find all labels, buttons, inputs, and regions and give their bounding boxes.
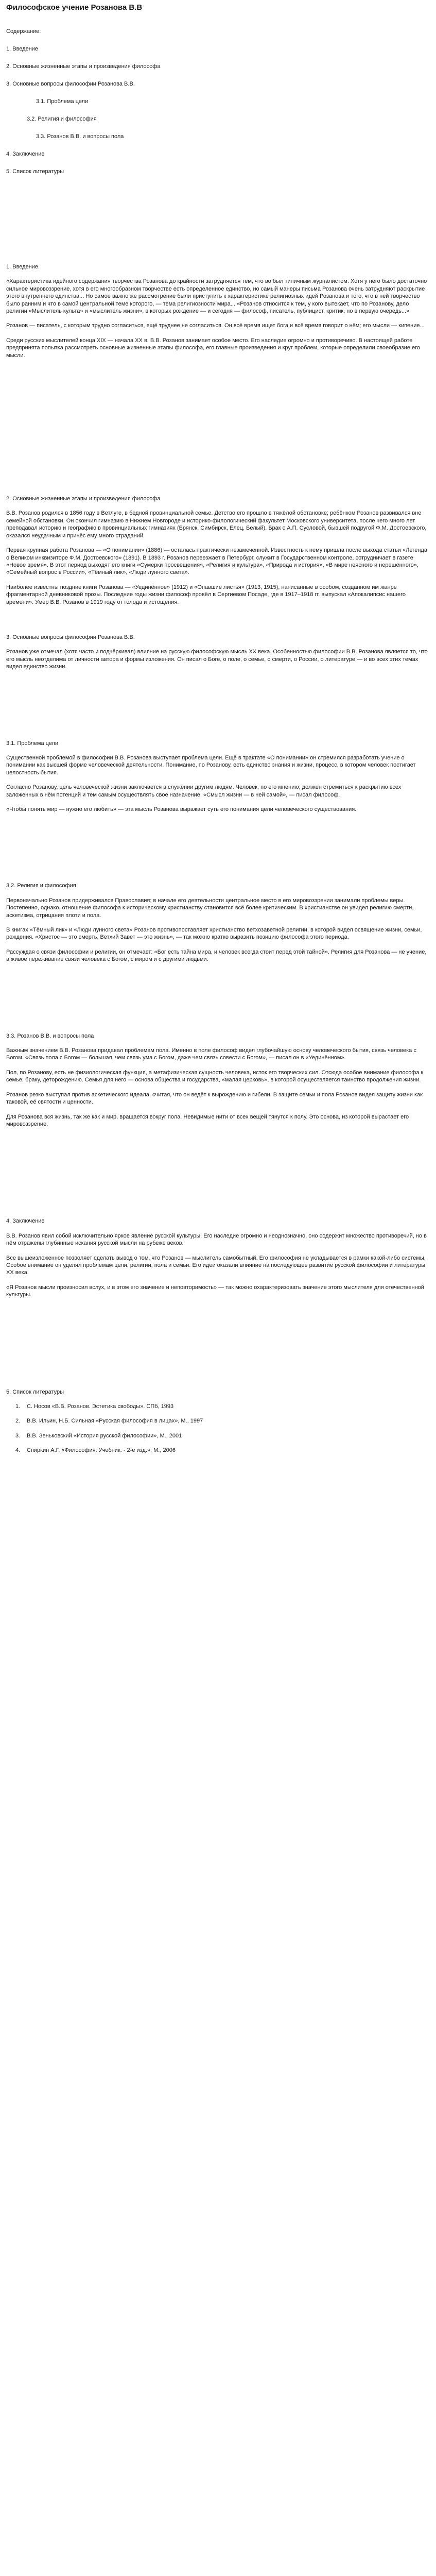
paragraph: В книгах «Тёмный лик» и «Люди лунного света» Розанов противопоставляет христианство ветхозаветной религии, в которой видел освящение жизни, семьи, рождения. «Христос — это смерть, Ветхий Завет — это жизнь», — так можно кратко выразить позицию философа этого периода. — [6, 927, 422, 941]
paragraph: Существенной проблемой в философии В.В. Розанова выступает проблема цели. Ещё в трактате «О понимании» он стремился разработать учение о понимании как высшей форме человеческой деятельности. Понимание, по Розанову, есть единство знания и жизни, процесс, в котором человек постигает целостность бытия. — [6, 754, 416, 776]
paragraph: В.В. Розанов явил собой исключительно яркое явление русской культуры. Его наследие огромно и неоднозначно, оно содержит множество противоречий, но в нём отражены глубинные искания русской мысли на рубеже веков. — [6, 1232, 427, 1247]
toc-heading: Содержание: — [6, 28, 41, 35]
paragraph: Рассуждая о связи философии и религии, он отмечает: «Бог есть тайна мира, и человек всегда стоит перед этой тайной». Религия для Розанова — не учение, а живое переживание связи человека с Богом, с миром и с другими людьми. — [6, 948, 427, 963]
toc-item: 3.1. Проблема цели — [36, 98, 89, 105]
paragraph: Среди русских мыслителей конца XIX — начала XX в. В.В. Розанов занимает особое место. Его наследие огромно и противоречиво. В настоящей работе предпринята попытка рассмотреть основные жизненные этапы философа, его главные произведения и круг проблем, которые определили своеобразие его мысли. — [6, 337, 421, 359]
section-heading: 3.3. Розанов В.В. и вопросы пола — [6, 1032, 94, 1039]
sex-section — [6, 1032, 431, 1128]
source-item — [15, 1403, 431, 1410]
intro-section — [6, 263, 431, 359]
source-number: 3. — [15, 1432, 21, 1439]
paragraph: «Я Розанов мысли произносил вслух, и в этом его значение и неповторимость» — так можно охарактеризовать значение этого мыслителя для отечественной культуры. — [6, 1284, 424, 1298]
paragraph: Важным значением В.В. Розанова придавал проблемам пола. Именно в поле философ видел глубочайшую основу человеческого бытия, связь человека с Богом. «Связь пола с Богом — большая, чем связь ума с Богом, даже чем связь совести с Богом», — писал он в «Уединённом». — [6, 1047, 416, 1061]
paragraph: «Характеристика идейного содержания творчества Розанова до крайности затрудняется тем, что во был типичным журналистом. Хотя у него было достаточно сильное мировоззрение, хотя в его многообразном творчестве есть определенное единство, но самый манеры письма Розанова очень затрудняют раскрытие этого внутреннего единства... Но самое важно же рассмотрение были приступить к характеристике религиозных идей Розанова и того, что в ней творчество было ранним и что в самой центральной теме которого, — тема религиозности мира... «Розанов относится к тем, у кого вытекает, что по Розанову, дело религии «Мыслитель культа» и «мыслитель жизни», в которых рождение — и сегодня — философ, писатель, публицист, критик, но в первую очередь...» — [6, 278, 427, 315]
paragraph: Розанов — писатель, с которым трудно согласиться, ещё труднее не согласиться. Он всё время ищет бога и всё время говорит о нём; его мысли — кипение... — [6, 323, 425, 329]
section-heading: 3. Основные вопросы философии Розанова В.В. — [6, 634, 135, 640]
source-item — [15, 1417, 431, 1425]
source-item — [15, 1432, 431, 1439]
main-section — [6, 634, 431, 671]
source-text: С. Носов «В.В. Розанов. Эстетика свободы». СПб, 1993 — [27, 1403, 174, 1410]
paragraph: Первоначально Розанов придерживался Православия; в начале его деятельности центральное место в его мировоззрении занимали проблемы веры. Постепенно, однако, отношение философа к историческому христианству становится всё более критическим. В христианстве он увидел религию смерти, аскетизма, отрицания плоти и пола. — [6, 897, 414, 919]
section-heading: 3.2. Религия и философия — [6, 883, 76, 889]
table-of-contents — [6, 28, 431, 175]
source-text: В.В. Зеньковский «История русской философии», М., 2001 — [27, 1432, 182, 1439]
section-heading: 5. Список литературы — [6, 1388, 64, 1395]
toc-item: 3.2. Религия и философия — [27, 116, 97, 122]
paragraph: Пол, по Розанову, есть не физиологическая функция, а метафизическая сущность человека, исток его творческих сил. Отсюда особое внимание философа к семье, браку, деторождению. Семья для него — основа общества и государства, «малая церковь», в которой осуществляется таинство продолжения жизни. — [6, 1069, 424, 1083]
paragraph: Для Розанова вся жизнь, так же как и мир, вращается вокруг пола. Невидимые нити от всех вещей тянутся к полу. Это основа, из которой вырастает его мировоззрение. — [6, 1113, 409, 1127]
paragraph: Согласно Розанову, цель человеческой жизни заключается в служении другим людям. Человек, по его мнению, должен стремиться к раскрытию всех заложенных в нём потенций и тем самым осуществлять своё назначение. «Смысл жизни — в ней самой», — писал философ. — [6, 784, 402, 798]
toc-item: 5. Список литературы — [6, 168, 64, 175]
toc-item: 2. Основные жизненные этапы и произведения философа — [6, 63, 161, 70]
toc-item: 3. Основные вопросы философии Розанова В.В. — [6, 81, 135, 87]
section-heading: 2. Основные жизненные этапы и произведения философа — [6, 496, 161, 502]
goal-section — [6, 740, 431, 814]
toc-item: 4. Заключение — [6, 151, 45, 157]
paragraph: Все вышеизложенное позволяет сделать вывод о том, что Розанов — мыслитель самобытный. Его философия не укладывается в рамки какой-либо системы. Особое внимание он уделял проблемам цели, религии, пола и семьи. Его идеи оказали влияние на последующее развитие русской философии и литературы XX века. — [6, 1255, 426, 1276]
paragraph: Розанов уже отмечал (хотя часто и подчёркивал) влияние на русскую философскую мысль XX века. Особенностью философии В.В. Розанова является то, что его мысль неотделима от личности автора и формы изложения. Он писал о Боге, о поле, о семье, о смерти, о России, о литературе — и во всех этих темах видел единство жизни. — [6, 649, 428, 670]
source-text: Спиркин А.Г. «Философия: Учебник. - 2-е изд.», М., 2006 — [27, 1447, 176, 1454]
source-number: 1. — [15, 1403, 21, 1410]
paragraph: «Чтобы понять мир — нужно его любить» — эта мысль Розанова выражает суть его понимания цели человеческого существования. — [6, 806, 357, 812]
section-heading: 4. Заключение — [6, 1218, 45, 1225]
section-heading: 1. Введение. — [6, 264, 40, 270]
bio-section — [6, 495, 431, 606]
sources-section — [6, 1388, 431, 1454]
source-number: 4. — [15, 1447, 21, 1454]
source-number: 2. — [15, 1418, 21, 1425]
paragraph: Наиболее известны поздние книги Розанова — «Уединённое» (1912) и «Опавшие листья» (1913, 1915), написанные в особом, созданном им жанре фрагментарной дневниковой прозы. Последние годы жизни философ провёл в Сергиевом Посаде, где в 1917–1918 гг. выпускал «Апокалипсис нашего времени». Умер В.В. Розанов в 1919 году от голода и истощения. — [6, 584, 406, 605]
paragraph: Первая крупная работа Розанова — «О понимании» (1886) — осталась практически незамеченной. Известность к нему пришла после выхода статьи «Легенда о Великом инквизиторе Ф.М. Достоевского» (1891). В 1893 г. Розанов переезжает в Петербург, служит в Государственном контроле, сотрудничает в газете «Новое время». В этот период выходят его книги «Сумерки просвещения», «Религия и культура», «Природа и история», «В мире неясного и нерешённого», «Семейный вопрос в России», «Тёмный лик», «Люди лунного света». — [6, 547, 427, 576]
section-heading: 3.1. Проблема цели — [6, 740, 59, 747]
source-text: В.В. Ильин, Н.Б. Сильная «Русская философия в лицах», М., 1997 — [27, 1418, 203, 1425]
page-title: Философское учение Розанова В.В — [6, 3, 143, 12]
toc-item: 3.3. Розанов В.В. и вопросы пола — [36, 133, 124, 140]
paragraph: В.В. Розанов родился в 1856 году в Ветлуге, в бедной провинциальной семье. Детство его прошло в тяжёлой обстановке; ребёнком Розанов развивался вне семейной обстановки. Он окончил гимназию в Нижнем Новгороде и историко-филологический факультет Московского университета, после чего много лет преподавал историю и географию в провинциальных гимназиях (Брянск, Симбирск, Елец, Белый). Брак с А.П. Сусловой, бывшей подругой Ф.М. Достоевского, оказался неудачным и принёс ему много страданий. — [6, 510, 427, 539]
source-item — [15, 1447, 431, 1454]
conclusion-section — [6, 1217, 431, 1298]
paragraph: Розанов резко выступал против аскетического идеала, считая, что он ведёт к вырождению и гибели. В защите семьи и пола Розанов видел защиту жизни как таковой, её святости и ценности. — [6, 1091, 423, 1106]
toc-item: 1. Введение — [6, 46, 39, 52]
religion-section — [6, 882, 431, 963]
